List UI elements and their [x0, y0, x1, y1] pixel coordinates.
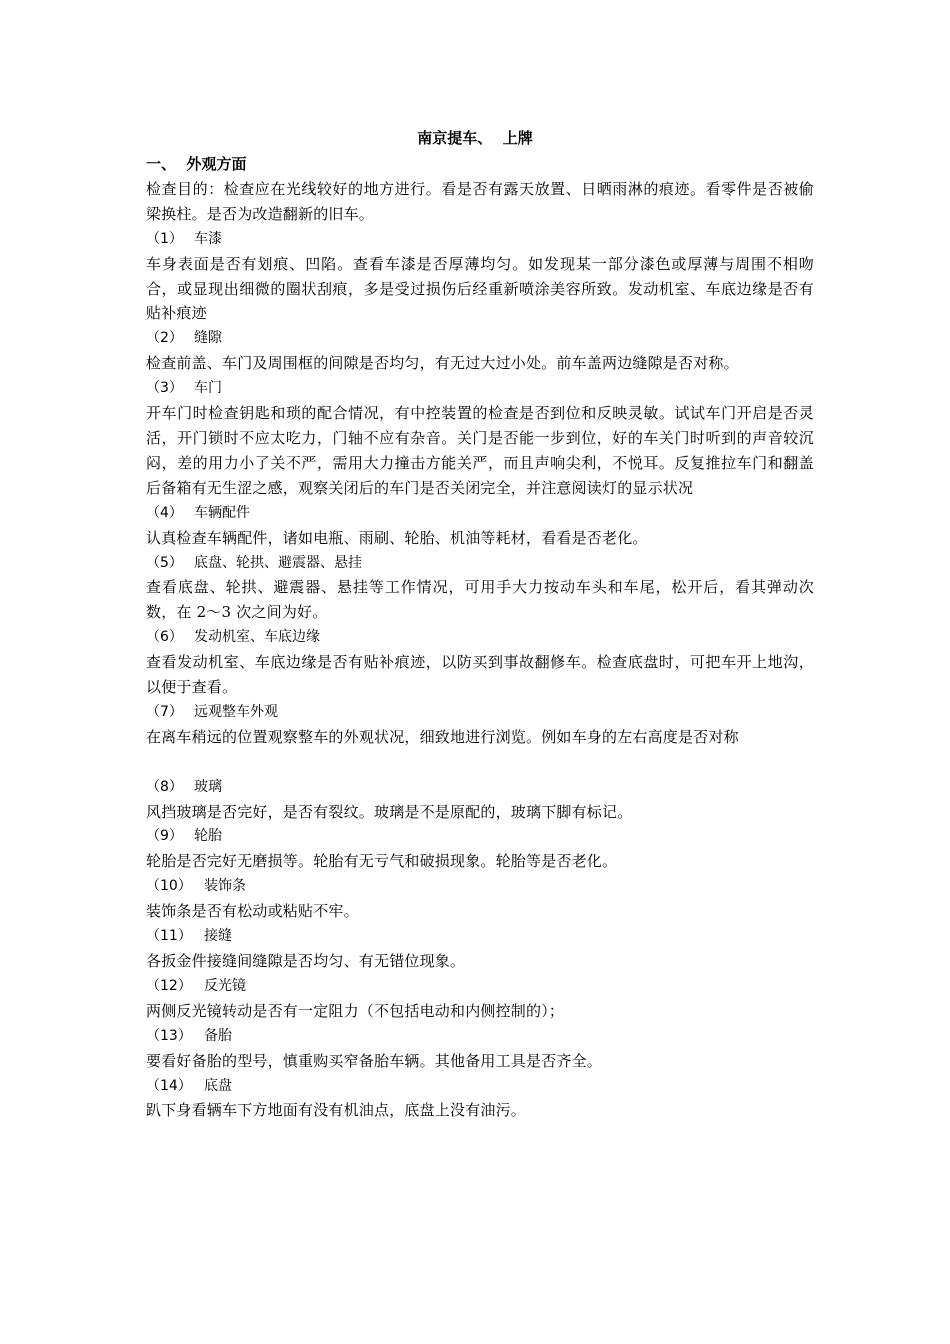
item-heading: [146, 874, 814, 899]
item-label: 玻璃: [194, 778, 222, 795]
document-body: [146, 152, 814, 1123]
item-heading: [146, 227, 814, 252]
item-heading: [146, 700, 814, 725]
item-paragraph: 趴下身看辆车下方地面有没有机油点，底盘上没有油污。: [146, 1101, 527, 1120]
item-heading: [146, 924, 814, 949]
item-paragraph: 两侧反光镜转动是否有一定阻力（不包括电动和内侧控制的）；: [146, 1001, 565, 1020]
item-paragraph: 要看好备胎的型号，慎重购买窄备胎车辆。其他备用工具是否齐全。: [146, 1051, 603, 1070]
item-number: （5）: [146, 554, 183, 571]
item-label: 轮胎: [194, 828, 222, 845]
item-number: （13）: [146, 1027, 192, 1044]
item-label: 装饰条: [204, 878, 246, 895]
item-paragraph: 各扳金件接缝间缝隙是否均匀、有无错位现象。: [146, 951, 466, 970]
item-paragraph: 轮胎是否完好无磨损等。轮胎有无亏气和破损现象。轮胎等是否老化。: [146, 852, 618, 871]
inspection-items: [146, 227, 814, 1124]
item-label: 车辆配件: [194, 504, 250, 521]
item-heading: [146, 775, 814, 800]
intro-paragraph: 检查目的：检查应在光线较好的地方进行。看是否有露天放置、日晒雨淋的痕迹。看零件是否被偷梁换柱。是否为改造翻新的旧车。: [146, 179, 814, 223]
item-label: 反光镜: [204, 977, 246, 994]
item-number: （8）: [146, 778, 183, 795]
item-label: 底盘、轮拱、避震器、悬挂: [194, 554, 362, 571]
item-heading: [146, 625, 814, 650]
item-heading: [146, 824, 814, 849]
item-paragraph: 认真检查车辆配件，诸如电瓶、雨刷、轮胎、机油等耗材，看看是否老化。: [146, 528, 648, 547]
item-label: 发动机室、车底边缘: [194, 629, 320, 646]
item-paragraph: 检查前盖、车门及周围框的间隙是否均匀，有无过大过小处。前车盖两边缝隙是否对称。: [146, 354, 739, 373]
item-number: （4）: [146, 504, 183, 521]
item-label: 接缝: [204, 928, 232, 945]
item-number: （2）: [146, 330, 183, 347]
item-paragraph: 装饰条是否有松动或粘贴不牢。: [146, 902, 359, 921]
item-heading: [146, 1024, 814, 1049]
item-number: （7）: [146, 703, 183, 720]
item-paragraph: 风挡玻璃是否完好，是否有裂纹。玻璃是不是原配的，玻璃下脚有标记。: [146, 802, 633, 821]
item-paragraph: 查看底盘、轮拱、避震器、悬挂等工作情况，可用手大力按动车头和车尾，松开后，看其弹动次数，在 2～3 次之间为好。: [146, 578, 814, 622]
item-label: 底盘: [204, 1077, 232, 1094]
document-title: 南京提车、 上牌: [417, 129, 533, 147]
item-number: （11）: [146, 928, 192, 945]
section-heading: 一、 外观方面: [146, 155, 247, 173]
item-number: （1）: [146, 230, 183, 247]
item-heading: [146, 326, 814, 351]
item-paragraph: 在离车稍远的位置观察整车的外观状况，细致地进行浏览。例如车身的左右高度是否对称: [146, 727, 739, 746]
item-number: （9）: [146, 828, 183, 845]
item-heading: [146, 551, 814, 576]
item-heading: [146, 376, 814, 401]
item-paragraph: 开车门时检查钥匙和琐的配合情况，有中控装置的检查是否到位和反映灵敏。试试车门开启是否灵活，开门锁时不应太吃力，门轴不应有杂音。关门是否能一步到位，好的车关门时听到的声音较沉闷，差的用力小了关不严，需用大力撞击方能关严，而且声响尖利，不悦耳。反复推拉车门和翻盖后备箱有无生涩之感，观察关闭后的车门是否关闭完全，并注意阅读灯的显示状况: [146, 404, 814, 497]
item-heading: [146, 501, 814, 526]
blank-line: [146, 750, 814, 775]
item-label: 备胎: [204, 1027, 232, 1044]
item-number: （10）: [146, 878, 192, 895]
item-label: 远观整车外观: [194, 703, 278, 720]
item-number: （14）: [146, 1077, 192, 1094]
item-label: 缝隙: [194, 330, 222, 347]
item-paragraph: 查看发动机室、车底边缘是否有贴补痕迹，以防买到事故翻修车。检查底盘时，可把车开上地沟，以便于查看。: [146, 653, 814, 697]
item-label: 车门: [194, 380, 222, 397]
item-number: （6）: [146, 629, 183, 646]
item-number: （12）: [146, 977, 192, 994]
item-heading: [146, 1074, 814, 1099]
item-label: 车漆: [194, 230, 222, 247]
item-heading: [146, 974, 814, 999]
item-paragraph: 车身表面是否有划痕、凹陷。查看车漆是否厚薄均匀。如发现某一部分漆色或厚薄与周围不相吻合，或显现出细微的圈状刮痕，多是受过损伤后经重新喷涂美容所致。发动机室、车底边缘是否有贴补痕迹: [146, 254, 814, 323]
item-number: （3）: [146, 380, 183, 397]
